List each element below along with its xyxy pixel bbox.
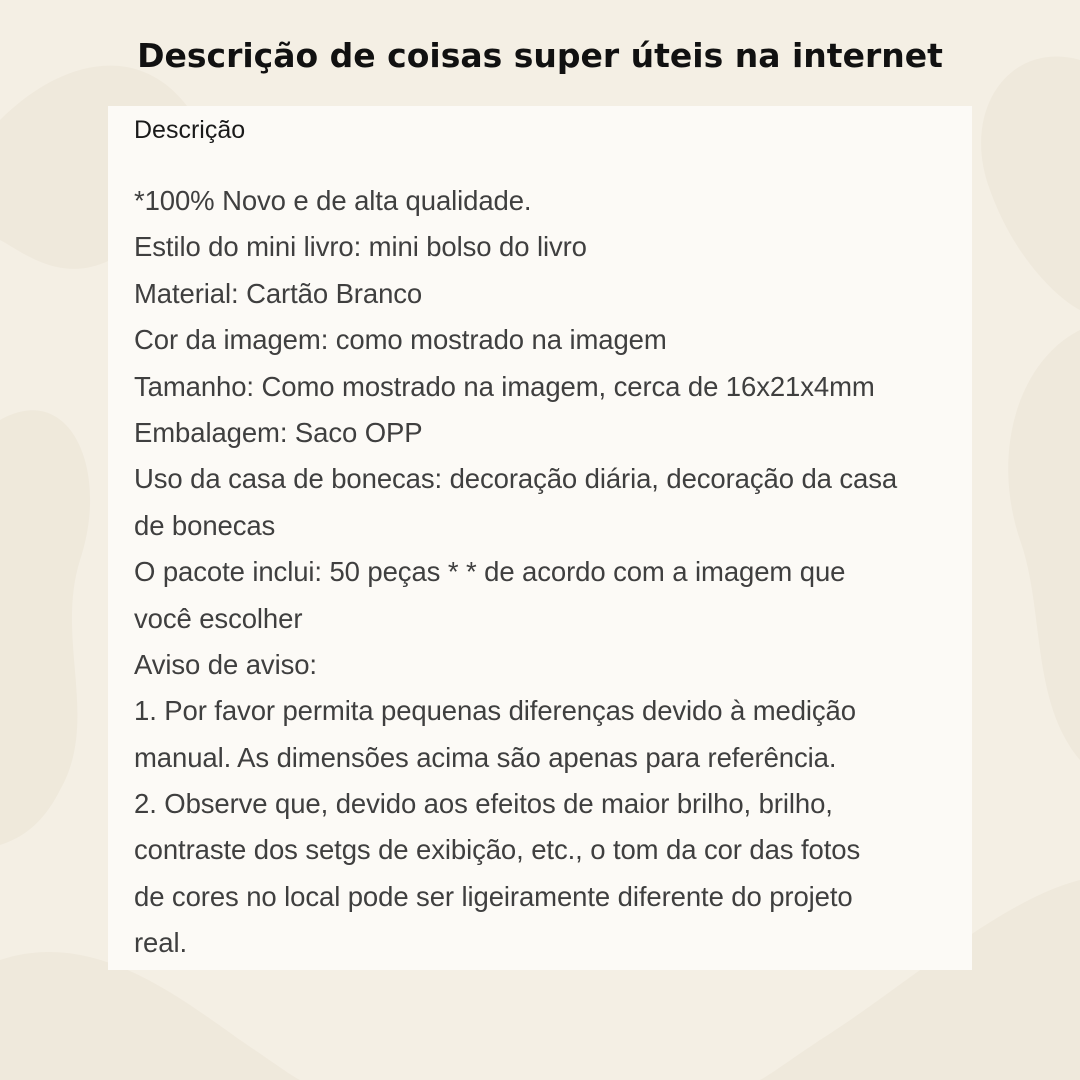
description-line: *100% Novo e de alta qualidade. <box>134 185 532 216</box>
description-line: de cores no local pode ser ligeiramente diferente do projeto <box>134 880 853 912</box>
description-line: você escolher <box>134 602 303 634</box>
description-line: manual. As dimensões acima são apenas para referência. <box>134 741 837 773</box>
description-line: contraste dos setgs de exibição, etc., o tom da cor das fotos <box>134 834 861 866</box>
description-line: de bonecas <box>134 509 276 541</box>
description-line: Cor da imagem: como mostrado na imagem <box>134 324 667 356</box>
description-line: Tamanho: Como mostrado na imagem, cerca de 16x21x4mm <box>134 370 875 402</box>
description-line: Uso da casa de bonecas: decoração diária, decoração da casa <box>134 463 898 495</box>
description-heading: Descrição <box>134 116 246 144</box>
description-panel <box>108 106 972 970</box>
description-line: Aviso de aviso: <box>134 648 317 680</box>
background-blob-top-right <box>981 57 1080 310</box>
description-list <box>134 178 954 967</box>
background-blob-right <box>1008 330 1080 760</box>
description-line: Estilo do mini livro: mini bolso do livro <box>134 231 587 263</box>
background-blob-bottom-left <box>0 952 300 1080</box>
description-line: O pacote inclui: 50 peças * * de acordo com a imagem que <box>134 556 846 588</box>
description-line: 2. Observe que, devido aos efeitos de maior brilho, brilho, <box>134 788 833 820</box>
description-line: real. <box>134 927 187 959</box>
background-blob-left <box>0 410 90 845</box>
page-title: Descrição de coisas super úteis na internet <box>137 36 943 75</box>
description-line: Material: Cartão Branco <box>134 277 423 309</box>
description-line: 1. Por favor permita pequenas diferenças devido à medição <box>134 695 856 727</box>
description-line: Embalagem: Saco OPP <box>134 416 423 448</box>
